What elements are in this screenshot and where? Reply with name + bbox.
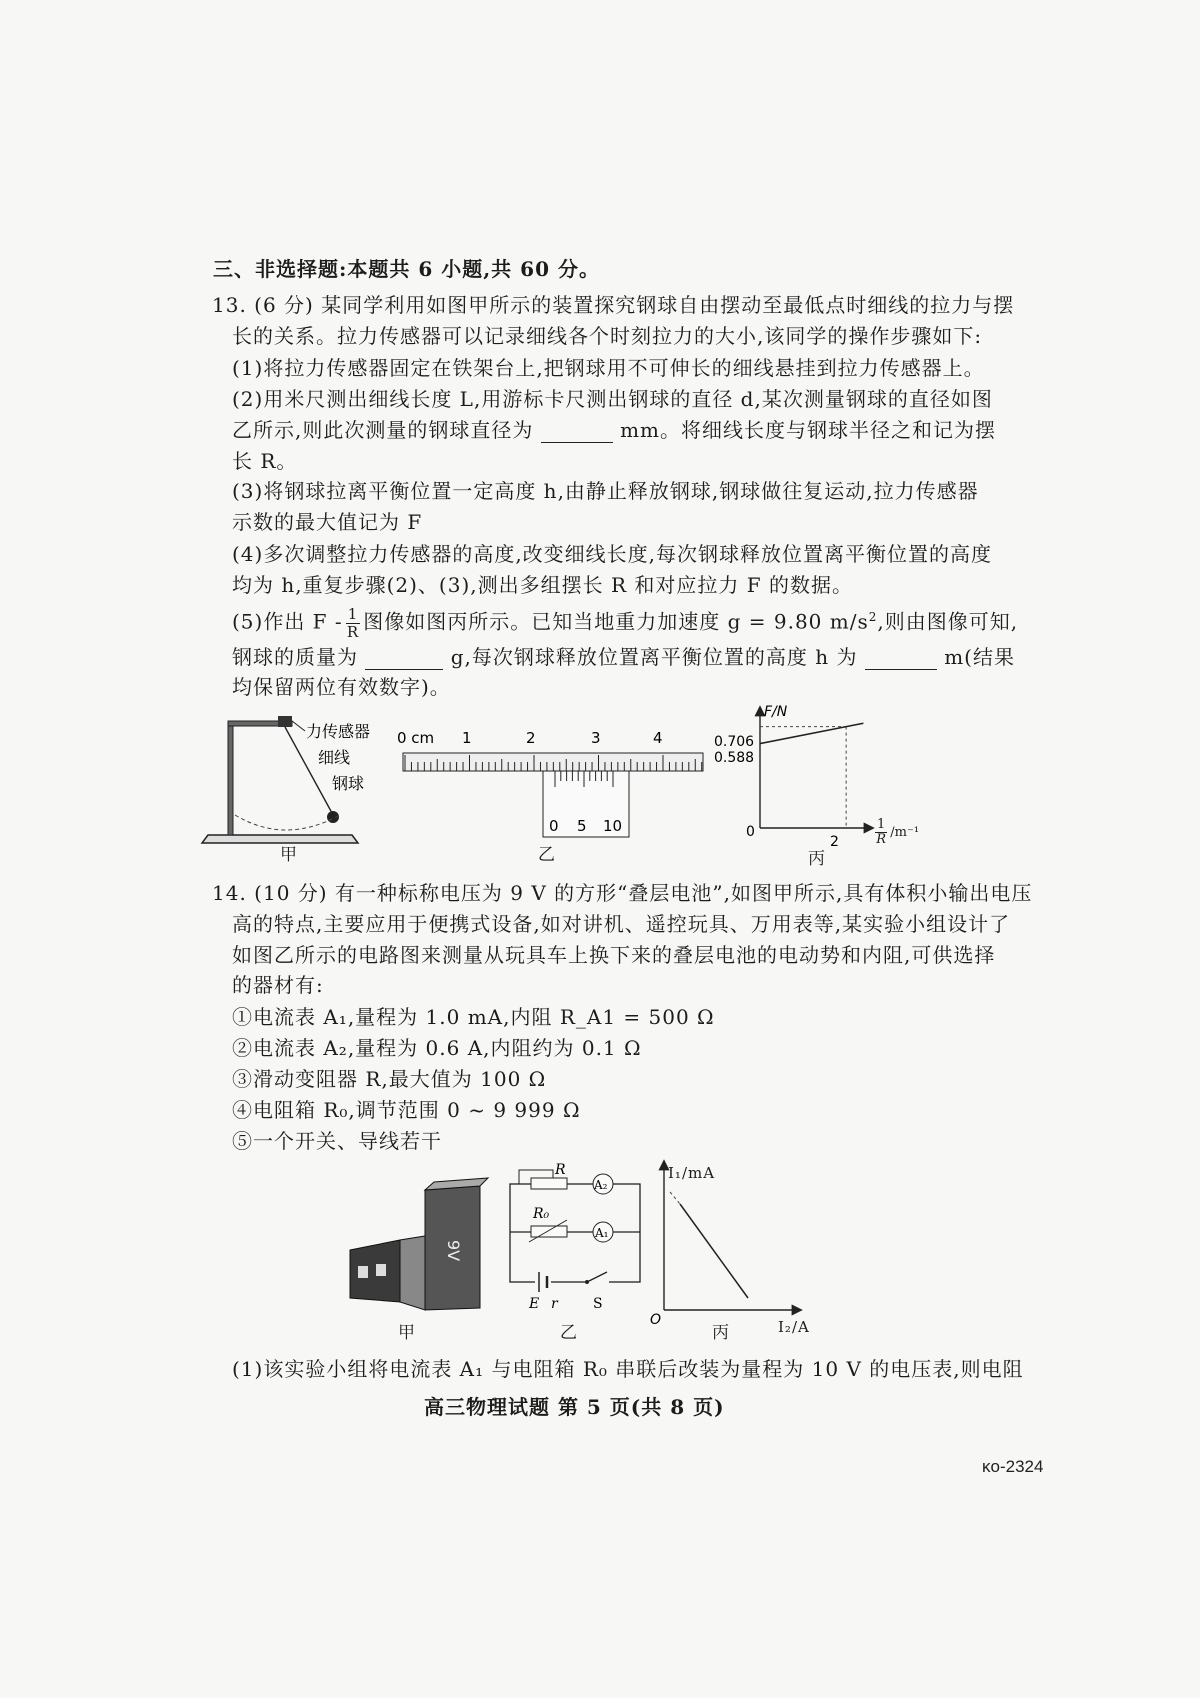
sensor-leader: [292, 721, 305, 731]
answer-blank-mass[interactable]: [365, 649, 443, 670]
q14-item-1: ①电流表 A₁,量程为 1.0 mA,内阻 R_A1 = 500 Ω: [232, 1005, 715, 1029]
label-ball: 钢球: [332, 774, 365, 793]
main-tick-1: 1: [462, 729, 472, 747]
q13-step-2: (2)用米尺测出细线长度 L,用游标卡尺测出钢球的直径 d,某次测量钢球的直径如图: [232, 387, 993, 411]
q13-line-5a: 乙所示,则此次测量的钢球直径为: [232, 418, 534, 442]
series-line-F: [760, 723, 863, 743]
battery-terminal-1: [358, 1266, 368, 1278]
y-axis-label: F/N: [764, 704, 788, 720]
stand-pole: [228, 721, 233, 835]
battery-side-dark: [350, 1240, 400, 1302]
y-tick-0588: 0.588: [714, 750, 755, 766]
y-axis-label-I1: I₁/mA: [668, 1164, 716, 1182]
main-tick-4: 4: [653, 729, 663, 747]
page-footer: 高三物理试题 第 5 页(共 8 页): [424, 1395, 725, 1419]
battery-edge: [400, 1236, 425, 1310]
main-tick-0: 0 cm: [397, 729, 435, 747]
q13-line-1: 13. (6 分) 某同学利用如图甲所示的装置探究钢球自由摆动至最低点时细线的拉力与摆: [212, 293, 1015, 317]
q14-item-2: ②电流表 A₂,量程为 0.6 A,内阻约为 0.1 Ω: [232, 1036, 642, 1060]
force-sensor: [278, 716, 292, 727]
q13-line-11a: (5)作出 F -: [232, 609, 343, 634]
resistor-box-R0: [531, 1226, 567, 1237]
caption-14-yi: 乙: [560, 1323, 578, 1343]
q14-line-3: 如图乙所示的电路图来测量从玩具车上换下来的叠层电池的电动势和内阻,可供选择: [232, 943, 996, 967]
document-code: κo-2324: [982, 1457, 1044, 1476]
q13-step-3: (3)将钢球拉离平衡位置一定高度 h,由静止释放钢球,钢球做往复运动,拉力传感器: [232, 479, 979, 503]
q13-line-13: 均保留两位有效数字)。: [232, 675, 451, 699]
label-R: R: [555, 1162, 566, 1178]
figure-14-jia-battery: [340, 1170, 500, 1320]
q13-step-5: (5)作出 F - $\frac{1}{R}$ 图像如图丙所示。已知当地重力加速度 g = 9.80 $m/s^2$,则由图像可知,: [232, 604, 1019, 641]
caption-13-jia: 甲: [280, 845, 298, 865]
x-tick-2: 2: [830, 834, 839, 850]
q13-line-12b: g,每次钢球释放位置离平衡位置的高度 h 为: [450, 645, 858, 669]
figure-14-bing-graph: [640, 1152, 820, 1332]
origin-label: 0: [746, 824, 755, 840]
data-line-I1-I2: [680, 1204, 748, 1298]
section-heading: 三、非选择题:本题共 6 小题,共 60 分。: [213, 257, 600, 281]
fraction-1-over-R: $\frac{1}{R}$: [346, 604, 360, 641]
circuit-frame: [510, 1184, 640, 1282]
caption-13-yi: 乙: [538, 845, 556, 865]
battery-gap: [535, 1274, 551, 1290]
origin-O: O: [650, 1312, 662, 1328]
vernier-tick-0: 0: [549, 817, 559, 835]
caption-14-jia: 甲: [398, 1323, 416, 1343]
x-axis-label: $\frac{1}{R}$ /m⁻¹: [876, 817, 920, 847]
figure-13-jia: [200, 705, 400, 865]
vernier-tick-10: 10: [603, 817, 623, 835]
battery-terminal-2: [376, 1264, 386, 1276]
label-A2: A₂: [594, 1178, 608, 1192]
q13-line-2: 长的关系。拉力传感器可以记录细线各个时刻拉力的大小,该同学的操作步骤如下:: [232, 324, 983, 348]
caption-13-bing: 丙: [808, 849, 826, 869]
rheostat-R: [531, 1178, 567, 1189]
answer-blank-diameter[interactable]: [541, 422, 613, 443]
x-axis-label-I2: I₂/A: [778, 1318, 810, 1336]
q13-line-10: 均为 h,重复步骤(2)、(3),测出多组摆长 R 和对应拉力 F 的数据。: [232, 573, 853, 597]
q13-line-6: 长 R。: [232, 449, 298, 473]
q14-item-5: ⑤一个开关、导线若干: [232, 1129, 442, 1153]
label-r: r: [551, 1296, 558, 1312]
caption-14-bing: 丙: [712, 1323, 730, 1343]
label-force-sensor: 力传感器: [306, 722, 371, 741]
q13-line-5b: mm。将细线长度与钢球半径之和记为摆: [620, 418, 997, 442]
extrapolation-dash: [670, 1192, 680, 1204]
q14-item-3: ③滑动变阻器 R,最大值为 100 Ω: [232, 1067, 547, 1091]
label-E: E: [529, 1296, 540, 1312]
main-tick-3: 3: [591, 729, 601, 747]
q13-line-8: 示数的最大值记为 F: [232, 510, 423, 534]
q13-line-12c: m(结果: [944, 645, 1015, 669]
figure-14-yi-circuit: [495, 1162, 655, 1312]
q14-item-4: ④电阻箱 R₀,调节范围 0 ~ 9 999 Ω: [232, 1098, 581, 1122]
q13-step-4: (4)多次调整拉力传感器的高度,改变细线长度,每次钢球释放位置离平衡位置的高度: [232, 542, 993, 566]
vernier-tick-5: 5: [577, 817, 587, 835]
q14-part-1: (1)该实验小组将电流表 A₁ 与电阻箱 R₀ 串联后改装为量程为 10 V 的电压表,则电阻: [232, 1357, 1024, 1381]
q13-step-1: (1)将拉力传感器固定在铁架台上,把钢球用不可伸长的细线悬挂到拉力传感器上。: [232, 356, 985, 380]
q13-line-11c: ,则由图像可知,: [877, 609, 1019, 634]
q14-line-4: 的器材有:: [232, 973, 324, 997]
q13-line-5: [232, 417, 996, 443]
label-S: S: [593, 1296, 603, 1312]
q14-line-1: 14. (10 分) 有一种标称电压为 9 V 的方形“叠层电池”,如图甲所示,具有体积小输出电压: [212, 881, 1033, 905]
swing-arc: [235, 815, 340, 830]
q13-line-12: [232, 644, 1015, 670]
label-A1: A₁: [595, 1226, 609, 1240]
q13-line-11b: 图像如图丙所示。已知当地重力加速度 g = 9.80 m/s: [363, 609, 869, 634]
answer-blank-height[interactable]: [865, 649, 937, 670]
battery-label: 9V: [444, 1240, 463, 1262]
q14-line-2: 高的特点,主要应用于便携式设备,如对讲机、遥控玩具、万用表等,某实验小组设计了: [232, 912, 1011, 936]
main-tick-2: 2: [526, 729, 536, 747]
label-thread: 细线: [318, 748, 351, 767]
y-tick-0706: 0.706: [714, 734, 755, 750]
label-R0: R₀: [533, 1206, 550, 1222]
q13-line-12a: 钢球的质量为: [232, 645, 358, 669]
